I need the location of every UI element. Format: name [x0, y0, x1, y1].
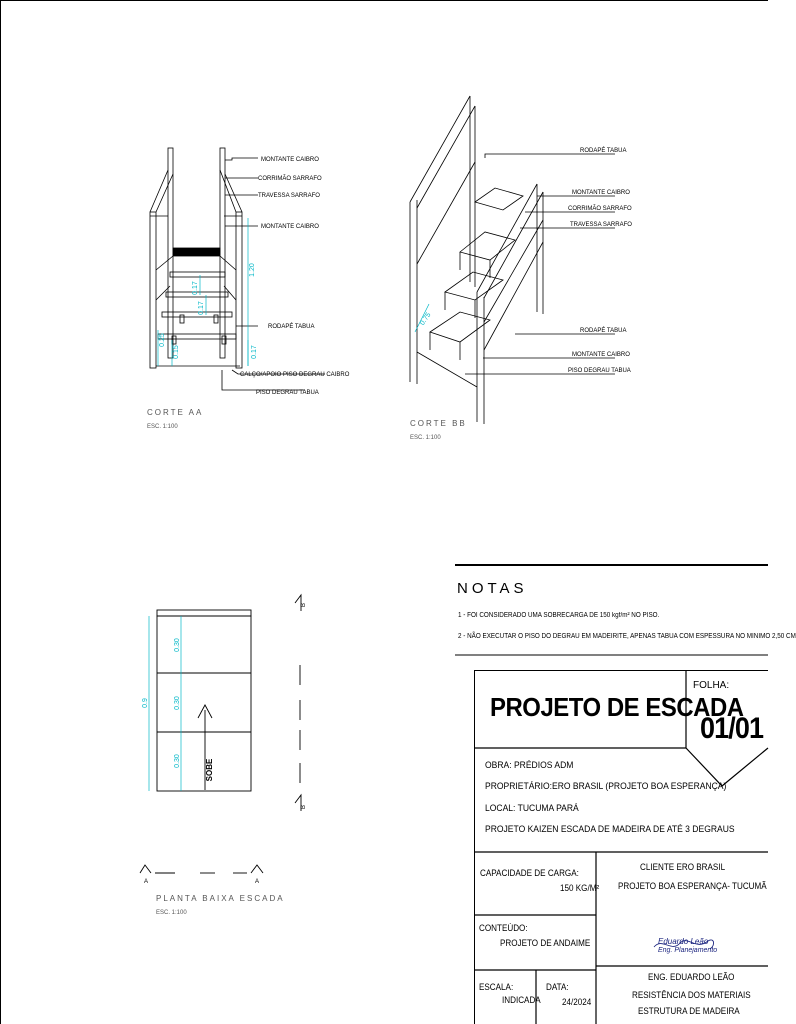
corte-aa-label-7: PISO DEGRAU TABUA [256, 390, 319, 396]
data-label: DATA: [546, 982, 569, 992]
section-mark-b-bottom: B [301, 804, 307, 809]
corte-aa-dim-2: 0.17 [192, 281, 199, 295]
escala-value: INDICADA [502, 995, 541, 1005]
corte-bb-label-4: TRAVESSA SARRAFO [570, 222, 632, 228]
signature-name: Eduardo Leão [658, 937, 709, 946]
conteudo-label: CONTEÚDO: [479, 923, 528, 933]
corte-bb-caption: CORTE BB [410, 419, 467, 428]
folha-number: 01/01 [700, 712, 764, 745]
corte-aa-caption: CORTE AA [147, 408, 204, 417]
corte-aa-scale: ESC. 1:100 [147, 424, 178, 430]
corte-aa-label-1: MONTANTE CAIBRO [261, 157, 319, 163]
obra-line: OBRA: PRÉDIOS ADM [485, 760, 574, 771]
local-line: LOCAL: TUCUMA PARÁ [485, 803, 579, 814]
corte-aa-dim-1: 1.20 [249, 263, 256, 277]
corte-aa-label-4: MONTANTE CAIBRO [261, 224, 319, 230]
corte-aa-label-5: RODAPÉ TABUA [268, 324, 315, 330]
eng-name: ENG. EDUARDO LEÃO [648, 972, 735, 982]
corte-bb-label-5: RODAPÉ TABUA [580, 328, 627, 334]
planta-dim-2: 0.30 [174, 696, 181, 710]
corte-aa-label-3: TRAVESSA SARRAFO [258, 193, 320, 199]
planta-scale: ESC. 1:100 [156, 910, 187, 916]
conteudo-value: PROJETO DE ANDAIME [500, 938, 591, 948]
notas-title: NOTAS [457, 580, 528, 597]
corte-aa-dim-5: 0.25 [159, 333, 166, 347]
planta-dim-1: 0.30 [174, 638, 181, 652]
corte-bb-label-3: CORRIMÃO SARRAFO [568, 206, 632, 212]
corte-bb-scale: ESC. 1:100 [410, 435, 441, 441]
cliente-line-1: CLIENTE ERO BRASIL [640, 862, 726, 872]
corte-aa-dim-3: 0.17 [198, 301, 205, 315]
corte-bb-drawing [405, 92, 632, 432]
corte-aa-dim-4: 0.17 [251, 345, 258, 359]
section-mark-b-top: B [301, 602, 307, 607]
corte-bb-dim-1: 0.75 [418, 311, 433, 327]
projeto-line: PROJETO KAIZEN ESCADA DE MADEIRA DE ATÉ 3 DEGRAUS [485, 824, 735, 835]
capacidade-label: CAPACIDADE DE CARGA: [480, 868, 579, 878]
signature-role: Eng. Planejamento [658, 947, 718, 954]
planta-dim-total: 0.9 [142, 698, 149, 708]
nota-1: 1 - FOI CONSIDERADO UMA SOBRECARGA DE 150 kgf/m² NO PISO. [458, 612, 660, 619]
folha-label: FOLHA: [693, 680, 730, 691]
corte-aa-drawing [140, 140, 350, 400]
cliente-line-2: PROJETO BOA ESPERANÇA- TUCUMÃ [618, 881, 767, 891]
data-value: 24/2024 [562, 997, 592, 1007]
corte-bb-label-1: RODAPÉ TABUA [580, 148, 627, 154]
corte-aa-label-6: CALÇO/APOIO PISO DEGRAU CAIBRO [240, 372, 350, 378]
escala-label: ESCALA: [479, 982, 514, 992]
section-mark-a-left: A [144, 879, 149, 885]
signature [650, 935, 720, 965]
project-title: PROJETO DE ESCADA [490, 692, 744, 722]
corte-aa-dim-6: 0.15 [173, 345, 180, 359]
nota-2: 2 - NÃO EXECUTAR O PISO DO DEGRAU EM MADEIRITE, APENAS TABUA COM ESPESSURA NO MINIMO 2,50 CM [458, 633, 796, 640]
corte-bb-label-6: MONTANTE CAIBRO [572, 352, 630, 358]
planta-baixa-drawing [135, 585, 325, 895]
corte-bb-label-7: PISO DEGRAU TABUA [568, 368, 631, 374]
section-mark-a-right: A [255, 879, 260, 885]
corte-aa-label-2: CORRIMÃO SARRAFO [258, 176, 322, 182]
notas-frame [455, 560, 768, 660]
planta-dim-3: 0.30 [174, 754, 181, 768]
planta-caption: PLANTA BAIXA ESCADA [156, 894, 285, 903]
eng-discipline-1: RESISTÊNCIA DOS MATERIAIS [632, 990, 751, 1000]
corte-bb-label-2: MONTANTE CAIBRO [572, 190, 630, 196]
proprietario-line: PROPRIETÁRIO:ERO BRASIL (PROJETO BOA ESPERANÇA) [485, 781, 727, 792]
eng-discipline-2: ESTRUTURA DE MADEIRA [638, 1006, 740, 1016]
capacidade-value: 150 KG/M² [560, 883, 600, 893]
planta-sobe-label: SOBE [205, 758, 214, 782]
